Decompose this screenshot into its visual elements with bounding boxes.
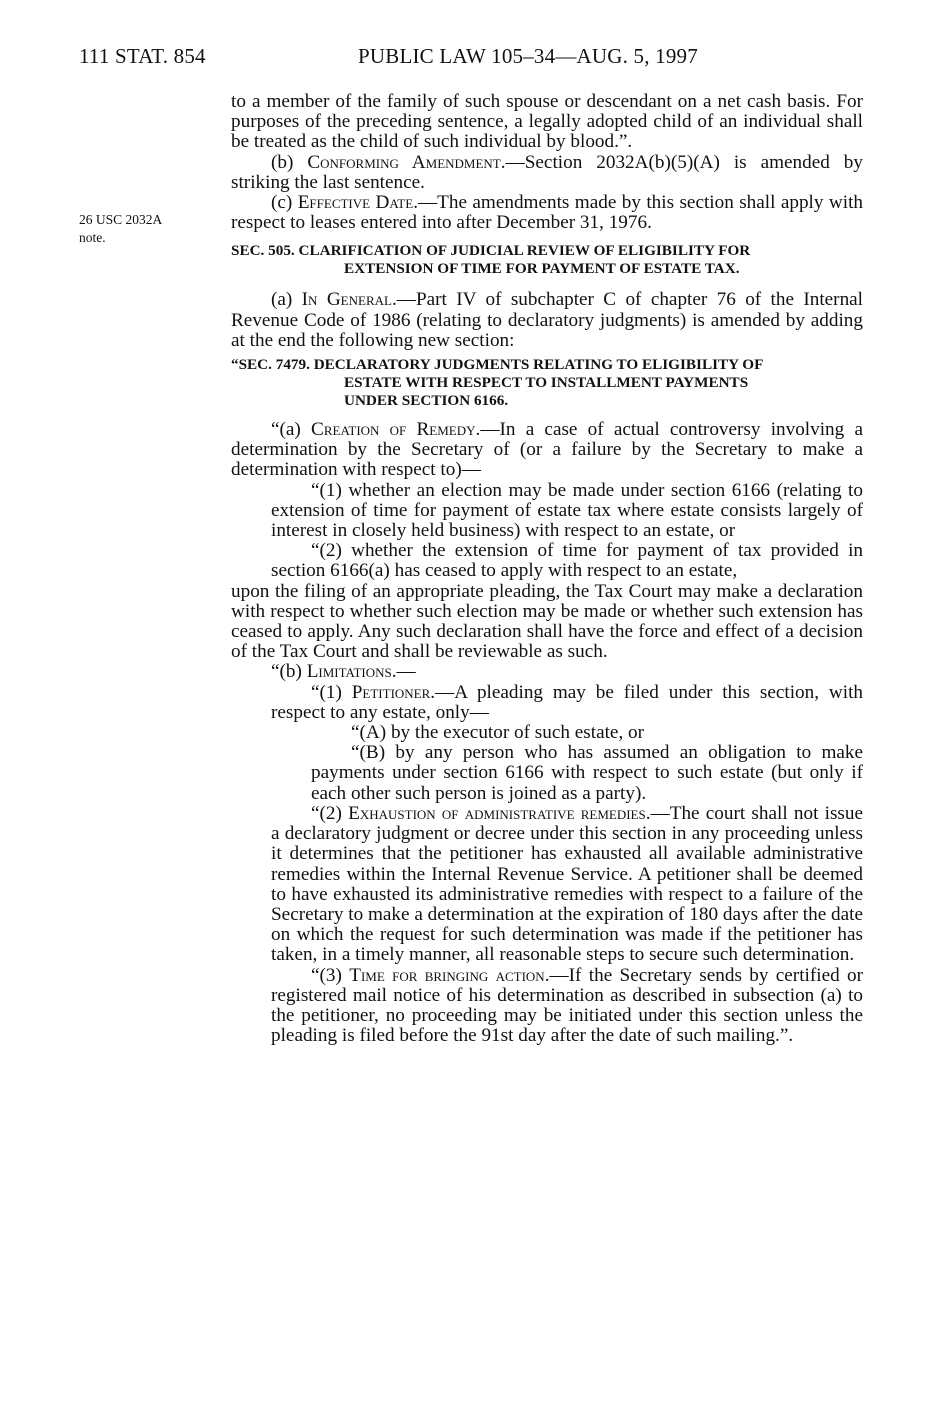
- quoted-subsection-a: [231, 420, 863, 481]
- quoted-paragraph-b1-text: .—A pleading may be filed under this section, with respect to any estate, only—: [271, 681, 863, 723]
- subsection-b-label: (b): [271, 151, 308, 173]
- quoted-subsection-b: [231, 662, 863, 682]
- section-505-title-line1: CLARIFICATION OF JUDICIAL REVIEW OF ELIGIBILITY FOR: [298, 242, 751, 260]
- section-7479-title-line2: ESTATE WITH RESPECT TO INSTALLMENT PAYMENTS: [344, 374, 749, 392]
- margin-note-label: note.: [79, 230, 106, 245]
- page-header: [0, 38, 947, 72]
- quoted-paragraph-b3-text: .—If the Secretary sends by certified or registered mail notice of his determination as described in subsection (a) to the petitioner, no proceeding may be initiated under this section unless the pleading is filed before the 91st day after the date of such mailing.”.: [271, 964, 863, 1047]
- subsection-c-label: (c): [271, 192, 298, 214]
- quoted-paragraph-a1: “(1) whether an election may be made under section 6166 (relating to extension of time for payment of estate tax where estate consists largely of interest in closely held business) with respect to an estate, or: [271, 479, 863, 542]
- quoted-subparagraph-b1B: “(B) by any person who has assumed an obligation to make payments under section 6166 with respect to such estate (but only if each other such person is joined as a party).: [311, 742, 863, 804]
- quoted-paragraph-b3-label: “(3): [311, 964, 350, 986]
- subsection-c-heading: Effective Date: [297, 192, 414, 214]
- quoted-subsection-a-label: “(a): [271, 419, 312, 441]
- subsection-b-heading: Conforming Amendment: [307, 151, 501, 173]
- section-7479-heading: [231, 356, 863, 410]
- quoted-paragraph-b2-text: .—The court shall not issue a declaratory judgment or decree under this section in any proceeding unless it determines that the petitioner has exhausted all available administrative remedies within the Internal Revenue Service. A petitioner shall be deemed to have exhausted its administrative remedies with respect to a failure of the Secretary to make a determination at the expiration of 180 days after the date on which the request for such determination was made if the petitioner has taken, in a timely manner, all reasonable steps to secure such determination.: [271, 802, 863, 966]
- quoted-paragraph-b3: [231, 966, 863, 1047]
- section-7479-title-line1: DECLARATORY JUDGMENTS RELATING TO ELIGIBILITY OF: [313, 356, 764, 374]
- quoted-subsection-a-text: .—In a case of actual controversy involving a determination by the Secretary of (or a failure by the Secretary to make a determination with respect to)—: [231, 419, 863, 481]
- document-body: [231, 92, 863, 1046]
- quoted-subsection-a-heading: Creation of Remedy: [311, 419, 476, 441]
- quoted-paragraph-b2: [231, 804, 863, 966]
- section-7479-title-line3: UNDER SECTION 6166.: [344, 392, 509, 410]
- quoted-paragraph-b1-label: “(1): [311, 681, 352, 703]
- quoted-paragraph-a2: “(2) whether the extension of time for payment of tax provided in section 6166(a) has ceased to apply with respect to an estate,: [271, 540, 863, 582]
- continued-paragraph: to a member of the family of such spouse or descendant on a net cash basis. For purposes of the preceding sentence, a legally adopted child of an individual shall be treated as the child of such individual by blood.”.: [231, 91, 863, 153]
- public-law-title: PUBLIC LAW 105–34—AUG. 5, 1997: [358, 44, 698, 68]
- section-505-heading: [231, 242, 863, 278]
- subsection-b: [231, 153, 863, 193]
- subsection-a-label: (a): [271, 289, 302, 311]
- quoted-subsection-b-label: “(b): [271, 661, 307, 683]
- margin-note-citation: 26 USC 2032A: [79, 212, 163, 227]
- quoted-subparagraph-b1A: “(A) by the executor of such estate, or: [351, 722, 645, 744]
- subsection-c: [231, 193, 863, 233]
- subsection-b-text: .—Section 2032A(b)(5)(A) is amended by striking the last sentence.: [231, 151, 863, 193]
- section-7479-number: “SEC. 7479.: [231, 356, 310, 374]
- quoted-subsection-b-heading: Limitations: [306, 661, 392, 683]
- quoted-flush-text: upon the filing of an appropriate pleading, the Tax Court may make a declaration with respect to whether such election may be made or whether such extension has ceased to apply. Any such declaration shall have the force and effect of a decision of the Tax Court and shall be reviewable as such.: [231, 580, 863, 663]
- quoted-paragraph-b2-heading: Exhaustion of administrative remedies: [348, 802, 646, 824]
- quoted-paragraph-b1-heading: Petitioner: [351, 681, 431, 703]
- subsection-a-text: .—Part IV of subchapter C of chapter 76 of the Internal Revenue Code of 1986 (relating to declaratory judgments) is amended by adding at the end the following new section:: [231, 289, 864, 351]
- margin-note: [79, 211, 219, 247]
- quoted-paragraph-b2-label: “(2): [311, 802, 349, 824]
- subsection-a-heading: In General: [301, 289, 392, 311]
- section-505-number: SEC. 505.: [231, 242, 295, 260]
- section-505-title-line2: EXTENSION OF TIME FOR PAYMENT OF ESTATE TAX.: [344, 260, 740, 278]
- quoted-paragraph-b1: [231, 683, 863, 723]
- quoted-subsection-b-dash: .—: [391, 661, 416, 683]
- subsection-c-text: .—The amendments made by this section shall apply with respect to leases entered into after December 31, 1976.: [231, 192, 863, 234]
- quoted-paragraph-b3-heading: Time for bringing action: [349, 964, 545, 986]
- subsection-a: [231, 290, 863, 351]
- statute-page-number: 111 STAT. 854: [79, 44, 206, 68]
